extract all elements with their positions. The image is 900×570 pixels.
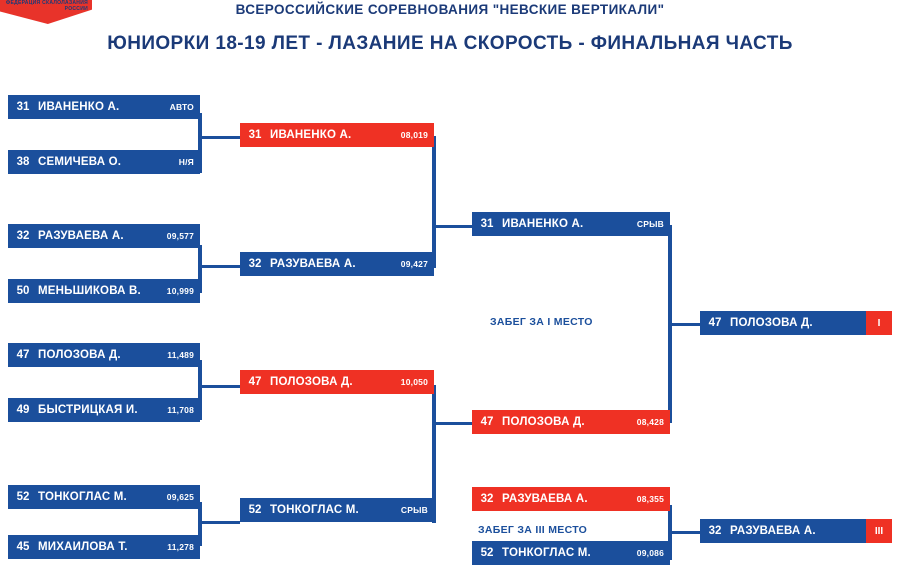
athlete-name: ИВАНЕНКО А. [502, 218, 584, 230]
connector [198, 265, 240, 268]
athlete-name: МИХАЙЛОВА Т. [38, 541, 128, 553]
bracket-entry[interactable] [8, 343, 200, 367]
bracket-entry[interactable] [8, 224, 200, 248]
bib-number: 32 [480, 493, 494, 505]
bib-number: 47 [708, 317, 722, 329]
bracket-entry[interactable] [8, 398, 200, 422]
athlete-name: СЕМИЧЕВА О. [38, 156, 122, 168]
winner-entry[interactable] [700, 311, 892, 335]
athlete-name: БЫСТРИЦКАЯ И. [38, 404, 138, 416]
result-value: АВТО [169, 102, 194, 112]
bib-number: 52 [16, 491, 30, 503]
final-third-label: ЗАБЕГ ЗА III МЕСТО [478, 524, 588, 536]
bib-number: 52 [480, 547, 494, 559]
bracket-entry[interactable] [8, 95, 200, 119]
bib-number: 52 [248, 504, 262, 516]
result-value: 11,278 [167, 542, 194, 552]
medal-badge: III [866, 519, 892, 543]
result-value: 10,999 [166, 286, 194, 296]
bib-number: 38 [16, 156, 30, 168]
result-value: 08,019 [400, 130, 428, 140]
result-value: 11,489 [167, 350, 194, 360]
bracket-entry[interactable] [8, 150, 200, 174]
bracket-entry[interactable] [472, 541, 670, 565]
medal-badge: I [866, 311, 892, 335]
athlete-name: ТОНКОГЛАС М. [38, 491, 127, 503]
final-first-label: ЗАБЕГ ЗА I МЕСТО [490, 316, 593, 328]
result-value: 08,355 [636, 494, 664, 504]
athlete-name: ПОЛОЗОВА Д. [270, 376, 353, 388]
bracket-entry[interactable] [472, 212, 670, 236]
bracket-entry[interactable] [8, 485, 200, 509]
athlete-name: ПОЛОЗОВА Д. [38, 349, 121, 361]
bib-number: 47 [480, 416, 494, 428]
result-value: 09,086 [636, 548, 664, 558]
category-title: ЮНИОРКИ 18-19 ЛЕТ - ЛАЗАНИЕ НА СКОРОСТЬ - ФИНАЛЬНАЯ ЧАСТЬ [107, 33, 793, 54]
bib-number: 32 [248, 258, 262, 270]
winner-entry[interactable] [700, 519, 892, 543]
result-value: СРЫВ [636, 219, 664, 229]
result-value: СРЫВ [400, 505, 428, 515]
connector [198, 385, 240, 388]
athlete-name: РАЗУВАЕВА А. [270, 258, 356, 270]
result-value: 09,427 [400, 259, 428, 269]
bracket-entry[interactable] [240, 498, 434, 522]
bib-number: 32 [16, 230, 30, 242]
bib-number: 32 [708, 525, 722, 537]
connector [198, 136, 240, 139]
athlete-name: ИВАНЕНКО А. [38, 101, 120, 113]
connector [198, 521, 240, 524]
bracket-entry[interactable] [8, 535, 200, 559]
bib-number: 31 [480, 218, 494, 230]
athlete-name: ТОНКОГЛАС М. [502, 547, 591, 559]
bracket-entry[interactable] [240, 370, 434, 394]
connector [668, 531, 700, 534]
result-value: 08,428 [636, 417, 664, 427]
result-value: 10,050 [400, 377, 428, 387]
bib-number: 50 [16, 285, 30, 297]
event-title: ВСЕРОССИЙСКИЕ СОРЕВНОВАНИЯ "НЕВСКИЕ ВЕРТИКАЛИ" [235, 2, 665, 17]
bracket-entry[interactable] [240, 252, 434, 276]
bib-number: 47 [16, 349, 30, 361]
athlete-name: ПОЛОЗОВА Д. [502, 416, 585, 428]
bib-number: 49 [16, 404, 30, 416]
bib-number: 31 [16, 101, 30, 113]
connector [668, 323, 700, 326]
connector [432, 422, 472, 425]
result-value: Н/Я [178, 157, 194, 167]
athlete-name: ПОЛОЗОВА Д. [730, 317, 813, 329]
bib-number: 47 [248, 376, 262, 388]
result-value: 09,625 [166, 492, 194, 502]
connector [432, 136, 436, 268]
athlete-name: РАЗУВАЕВА А. [730, 525, 816, 537]
federation-logo-text: ФЕДЕРАЦИЯ СКАЛОЛАЗАНИЯ РОССИИ [5, 0, 88, 12]
result-value: 09,577 [166, 231, 194, 241]
athlete-name: МЕНЬШИКОВА В. [38, 285, 141, 297]
bracket-entry[interactable] [472, 410, 670, 434]
bracket-entry[interactable] [8, 279, 200, 303]
bracket-entry[interactable] [472, 487, 670, 511]
athlete-name: РАЗУВАЕВА А. [38, 230, 124, 242]
bracket-entry[interactable] [240, 123, 434, 147]
athlete-name: РАЗУВАЕВА А. [502, 493, 588, 505]
connector [432, 225, 472, 228]
bib-number: 45 [16, 541, 30, 553]
bib-number: 31 [248, 129, 262, 141]
athlete-name: ТОНКОГЛАС М. [270, 504, 359, 516]
result-value: 11,708 [167, 405, 194, 415]
athlete-name: ИВАНЕНКО А. [270, 129, 352, 141]
